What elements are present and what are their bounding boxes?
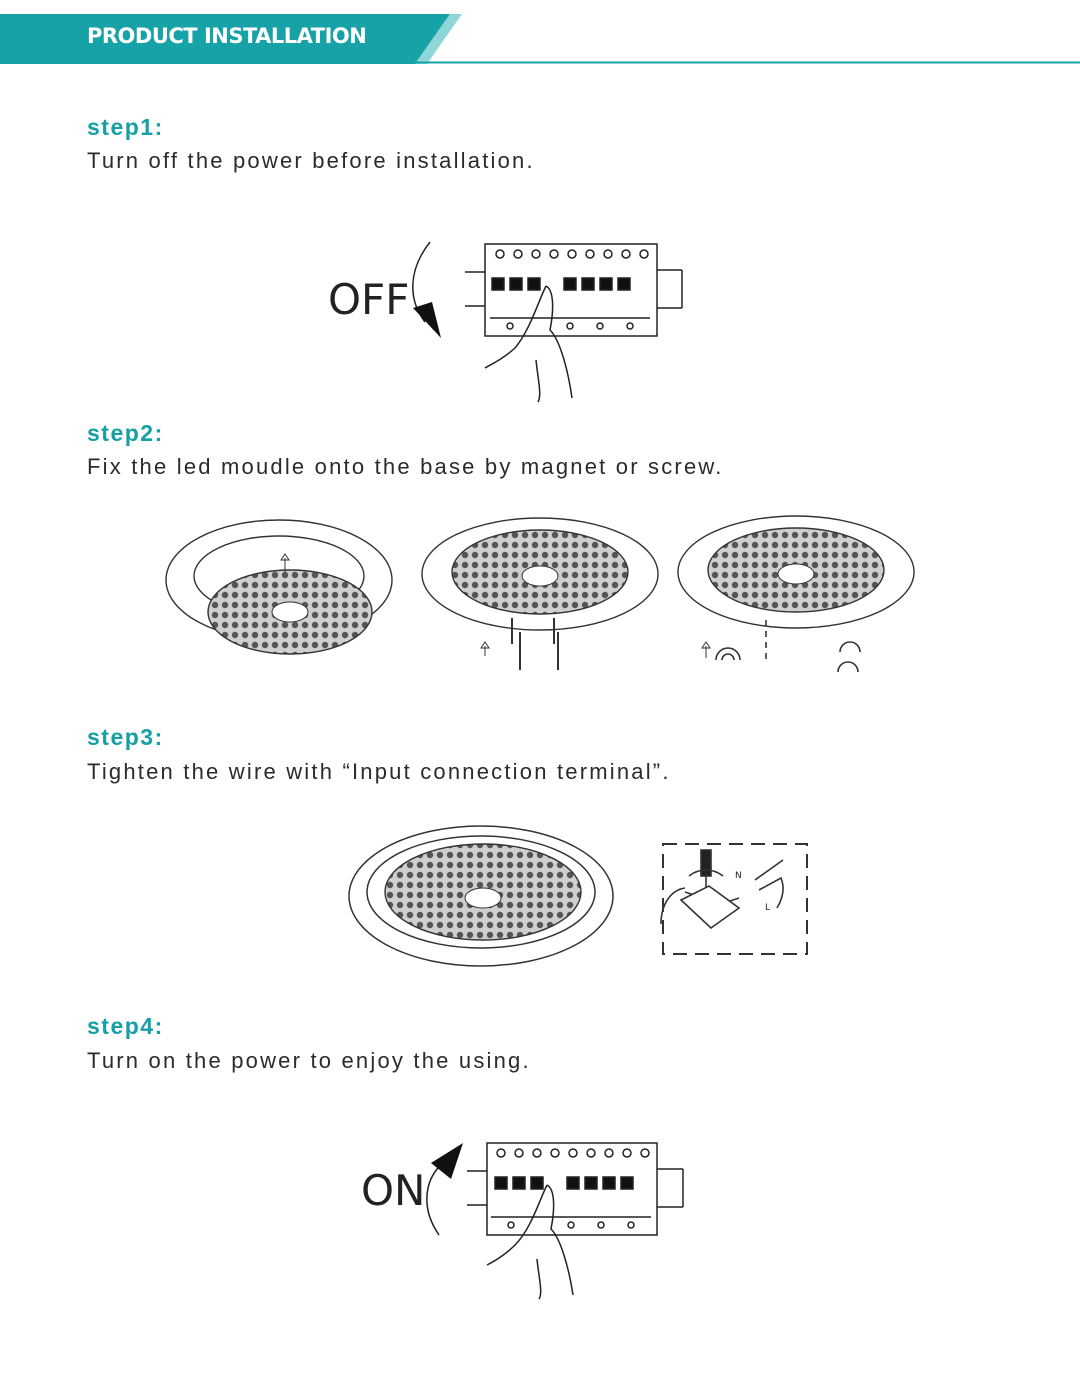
- step3-label: step3:: [87, 724, 164, 750]
- step3-text: Tighten the wire with “Input connection terminal”.: [87, 759, 671, 784]
- screwdriver-icon: [661, 850, 783, 928]
- power-on-illustration: [355, 1135, 690, 1300]
- power-off-illustration: [320, 230, 690, 410]
- led-module-2: [452, 530, 628, 614]
- breaker-box-icon-2: [467, 1143, 683, 1235]
- module-mounting-illustrations: [160, 510, 920, 700]
- wire-label-n: N: [735, 871, 742, 881]
- on-label: ON: [361, 1166, 426, 1215]
- step2-text: Fix the led moudle onto the base by magnet or screw.: [87, 454, 724, 479]
- step1-label: step1:: [87, 114, 164, 140]
- breaker-box-icon: [465, 244, 682, 336]
- step4-text: Turn on the power to enjoy the using.: [87, 1048, 531, 1073]
- wire-connection-illustration: [345, 820, 815, 970]
- step1-text: Turn off the power before installation.: [87, 148, 535, 173]
- led-module-3: [708, 528, 884, 612]
- led-module-4: [385, 844, 581, 940]
- wire-label-l: L: [765, 903, 771, 913]
- up-arrow-icon: [427, 1161, 445, 1235]
- page-title: PRODUCT INSTALLATION: [87, 24, 367, 48]
- step2-label: step2:: [87, 420, 164, 446]
- off-label: OFF: [328, 275, 410, 324]
- step4-label: step4:: [87, 1013, 164, 1039]
